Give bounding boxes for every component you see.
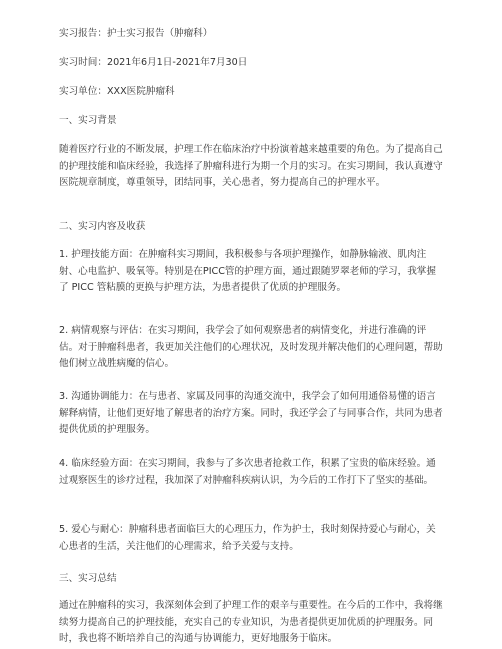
content-item-1: 1. 护理技能方面：在肿瘤科实习期间，我积极参与各项护理操作，如静脉输液、肌肉注射、心电监护、吸氧等。特别是在PICC管的护理方面，通过跟随罗翠老师的学习，我掌握了 PICC 管粘膜的更换与护理方法，为患者提供了优质的护理服务。 (59, 249, 436, 293)
content-item-2: 2. 病情观察与评估：在实习期间，我学会了如何观察患者的病情变化，并进行准确的评估。对于肿瘤科患者，我更加关注他们的心理状况，及时发现并解决他们的心理问题，帮助他们树立战胜病魔的信心。 (59, 325, 443, 369)
report-title: 实习报告：护士实习报告（肿瘤科） (59, 28, 213, 39)
section-heading-summary: 三、实习总结 (59, 573, 117, 584)
content-item-5: 5. 爱心与耐心：肿瘤科患者面临巨大的心理压力，作为护士，我时刻保持爱心与耐心，关心患者的生活，关注他们的心理需求，给予关爱与支持。 (59, 524, 436, 552)
content-item-3: 3. 沟通协调能力：在与患者、家属及同事的沟通交流中，我学会了如何用通俗易懂的语言解释病情，让他们更好地了解患者的治疗方案。同时，我还学会了与同事合作，共同为患者提供优质的护理服务。 (59, 391, 443, 435)
summary-paragraph: 通过在肿瘤科的实习，我深刻体会到了护理工作的艰辛与重要性。在今后的工作中，我将继续努力提高自己的护理技能，充实自己的专业知识，为患者提供更加优质的护理服务。同时，我也将不断培养自己的沟通与协调能力，更好地服务于临床。 (59, 600, 443, 644)
report-unit: 实习单位：XXX医院肿瘤科 (59, 86, 175, 97)
background-paragraph: 随着医疗行业的不断发展，护理工作在临床治疗中扮演着越来越重要的角色。为了提高自己的护理技能和临床经验，我选择了肿瘤科进行为期一个月的实习。在实习期间，我认真遵守医院规章制度，尊重领导，团结同事，关心患者，努力提高自己的护理水平。 (59, 144, 443, 188)
report-time: 实习时间：2021年6月1日-2021年7月30日 (59, 57, 248, 68)
section-heading-content: 二、实习内容及收获 (59, 221, 146, 232)
content-item-4: 4. 临床经验方面：在实习期间，我参与了多次患者抢救工作，积累了宝贵的临床经验。通过观察医生的诊疗过程，我加深了对肿瘤科疾病认识，为今后的工作打下了坚实的基础。 (59, 458, 436, 486)
section-heading-background: 一、实习背景 (59, 115, 117, 126)
